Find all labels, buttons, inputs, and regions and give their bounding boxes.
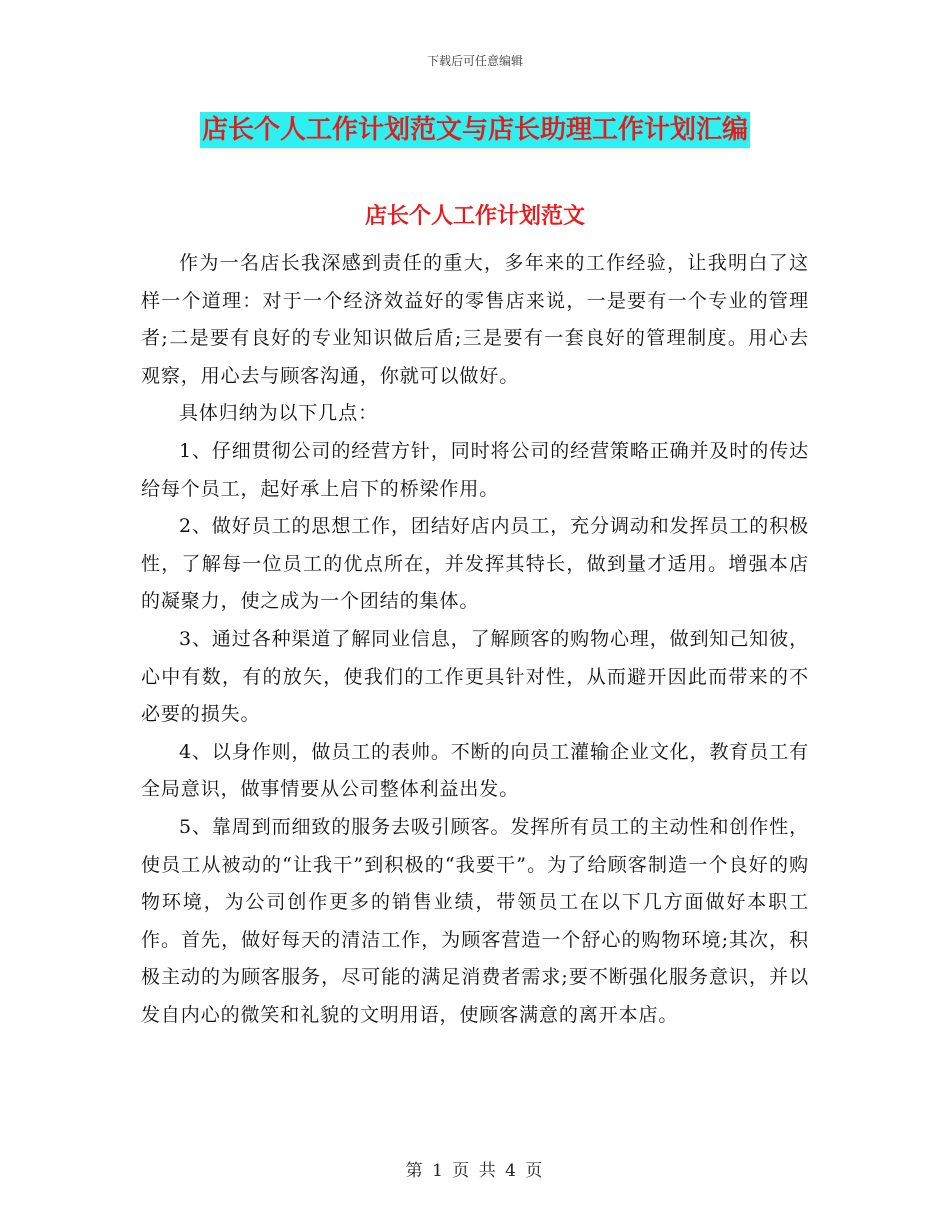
header-note: 下载后可任意编辑 — [426, 54, 523, 68]
paragraph-point-2: 2、做好员工的思想工作，团结好店内员工，充分调动和发挥员工的积极性，了解每一位员工的优点所在，并发挥其特长，做到量才适用。增强本店的凝聚力，使之成为一个团结的集体。 — [141, 515, 809, 613]
page-footer: 第 1 页 共 4 页 — [405, 1161, 545, 1181]
main-title-container — [0, 112, 950, 148]
paragraph-point-1: 1、仔细贯彻公司的经营方针，同时将公司的经营策略正确并及时的传达给每个员工，起好承上启下的桥梁作用。 — [141, 439, 809, 500]
paragraph-intro: 作为一名店长我深感到责任的重大，多年来的工作经验，让我明白了这样一个道理：对于一个经济效益好的零售店来说，一是要有一个专业的管理者;二是要有良好的专业知识做后盾;三是要有一套良好的管理制度。用心去观察，用心去与顾客沟通，你就可以做好。 — [141, 252, 809, 387]
paragraph-point-3: 3、通过各种渠道了解同业信息，了解顾客的购物心理，做到知己知彼，心中有数，有的放矢，使我们的工作更具针对性，从而避开因此而带来的不必要的损失。 — [141, 627, 809, 726]
main-title: 店长个人工作计划范文与店长助理工作计划汇编 — [200, 112, 750, 148]
section-title: 店长个人工作计划范文 — [364, 203, 585, 229]
body-text — [141, 245, 809, 1034]
paragraph-point-5: 5、靠周到而细致的服务去吸引顾客。发挥所有员工的主动性和创作性，使员工从被动的“让我干”到积极的“我要干”。为了给顾客制造一个良好的购物环境，为公司创作更多的销售业绩，带领员工在以下几方面做好本职工作。首先，做好每天的清洁工作，为顾客营造一个舒心的购物环境;其次，积极主动的为顾客服务，尽可能的满足消费者需求;要不断强化服务意识，并以发自内心的微笑和礼貌的文明用语，使顾客满意的离开本店。 — [141, 815, 809, 1026]
paragraph-summary: 具体归纳为以下几点： — [179, 402, 379, 425]
paragraph-point-4: 4、以身作则，做员工的表帅。不断的向员工灌输企业文化，教育员工有全局意识，做事情要从公司整体利益出发。 — [141, 740, 809, 801]
